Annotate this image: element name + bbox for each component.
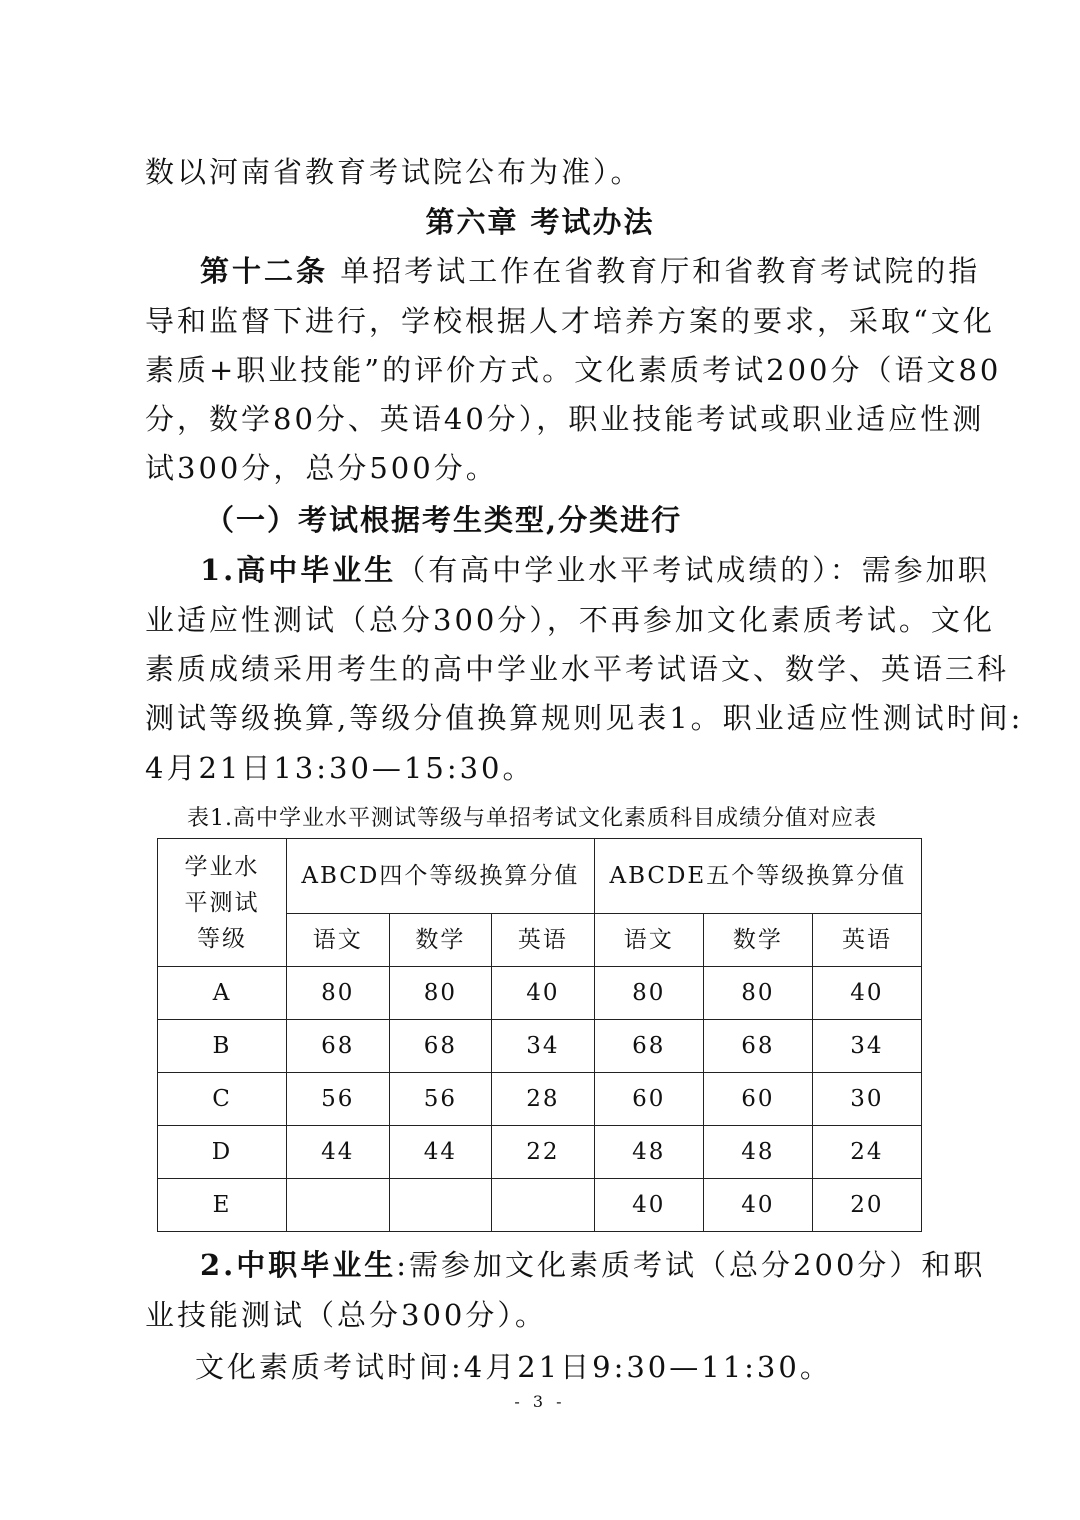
score-cell: 20 (812, 1179, 921, 1232)
item-1-label: 1.高中毕业生 (200, 553, 397, 587)
score-cell: 24 (812, 1126, 921, 1179)
score-cell: 68 (594, 1020, 703, 1073)
exam-time-line: 文化素质考试时间:4月21日9:30—11:30。 (195, 1350, 832, 1384)
score-cell: 22 (492, 1126, 595, 1179)
group-header-label: ABCDE五个等级换算分值 (609, 863, 907, 889)
score-cell: 48 (594, 1126, 703, 1179)
group-header-label: ABCD四个等级换算分值 (301, 863, 580, 889)
score-cell: 28 (492, 1073, 595, 1126)
score-conversion-table (157, 838, 922, 1232)
score-cell: 40 (594, 1179, 703, 1232)
table-caption: 表1.高中学业水平测试等级与单招考试文化素质科目成绩分值对应表 (187, 806, 877, 831)
page-number: - 3 - (514, 1392, 566, 1411)
paragraph-line: 数以河南省教育考试院公布为准）。 (145, 155, 643, 189)
table-row (158, 1126, 922, 1179)
paragraph-line: 试300分，总分500分。 (145, 451, 498, 485)
item-2-first-line (200, 1245, 985, 1285)
score-cell: 30 (812, 1073, 921, 1126)
item-1-first-line (200, 550, 990, 590)
score-cell: 44 (287, 1126, 390, 1179)
row-header-label: 学业水平测试等级 (184, 853, 260, 952)
score-cell: 40 (812, 967, 921, 1020)
paragraph-text: 单招考试工作在省教育厅和省教育考试院的指 (340, 254, 981, 288)
group-header-cell (287, 839, 595, 914)
row-header-cell (158, 839, 287, 967)
chapter-title: 第六章 考试办法 (425, 205, 655, 239)
score-cell: 34 (492, 1020, 595, 1073)
score-cell (492, 1179, 595, 1232)
score-cell: 68 (389, 1020, 492, 1073)
paragraph-line: 分，数学80分、英语40分），职业技能考试或职业适应性测 (145, 402, 985, 436)
score-cell (287, 1179, 390, 1232)
table-row (158, 1179, 922, 1232)
score-cell: 40 (492, 967, 595, 1020)
subject-header-cell: 数学 (389, 914, 492, 967)
grade-cell: D (158, 1126, 287, 1179)
paragraph-text: :需参加文化素质考试（总分200分）和职 (396, 1248, 986, 1282)
score-cell: 44 (389, 1126, 492, 1179)
score-cell: 40 (703, 1179, 812, 1232)
score-cell: 80 (389, 967, 492, 1020)
score-cell: 80 (703, 967, 812, 1020)
subject-header-cell: 数学 (703, 914, 812, 967)
grade-cell: A (158, 967, 287, 1020)
paragraph-line: 素质成绩采用考生的高中学业水平考试语文、数学、英语三科 (145, 652, 1010, 686)
table-header-row (158, 839, 922, 914)
score-cell: 48 (703, 1126, 812, 1179)
subject-header-cell: 英语 (812, 914, 921, 967)
paragraph-line: 素质+职业技能”的评价方式。文化素质考试200分（语文80 (145, 353, 1002, 387)
paragraph-line: 业技能测试（总分300分）。 (145, 1298, 547, 1332)
article-12-label: 第十二条 (200, 254, 329, 288)
score-cell: 56 (389, 1073, 492, 1126)
subject-header-cell: 语文 (287, 914, 390, 967)
score-cell: 60 (703, 1073, 812, 1126)
score-cell (389, 1179, 492, 1232)
group-header-cell (594, 839, 921, 914)
subject-header-cell: 语文 (594, 914, 703, 967)
paragraph-line: 4月21日13:30—15:30。 (145, 751, 535, 785)
grade-cell: B (158, 1020, 287, 1073)
score-cell: 34 (812, 1020, 921, 1073)
table-row (158, 967, 922, 1020)
table-row (158, 1073, 922, 1126)
subject-header-cell: 英语 (492, 914, 595, 967)
item-2-label: 2.中职毕业生 (200, 1248, 397, 1282)
section-heading: （一）考试根据考生类型,分类进行 (205, 503, 683, 537)
paragraph-text: （有高中学业水平考试成绩的）：需参加职 (396, 553, 990, 587)
score-cell: 80 (287, 967, 390, 1020)
score-cell: 56 (287, 1073, 390, 1126)
paragraph-line: 业适应性测试（总分300分），不再参加文化素质考试。文化 (145, 603, 995, 637)
paragraph-line: 导和监督下进行，学校根据人才培养方案的要求，采取“文化 (145, 304, 995, 338)
table-row (158, 1020, 922, 1073)
grade-cell: E (158, 1179, 287, 1232)
paragraph-line: 测试等级换算,等级分值换算规则见表1。职业适应性测试时间: (145, 701, 1024, 735)
score-cell: 68 (287, 1020, 390, 1073)
grade-cell: C (158, 1073, 287, 1126)
score-cell: 60 (594, 1073, 703, 1126)
score-cell: 80 (594, 967, 703, 1020)
score-cell: 68 (703, 1020, 812, 1073)
article-12-first-line (200, 251, 980, 291)
